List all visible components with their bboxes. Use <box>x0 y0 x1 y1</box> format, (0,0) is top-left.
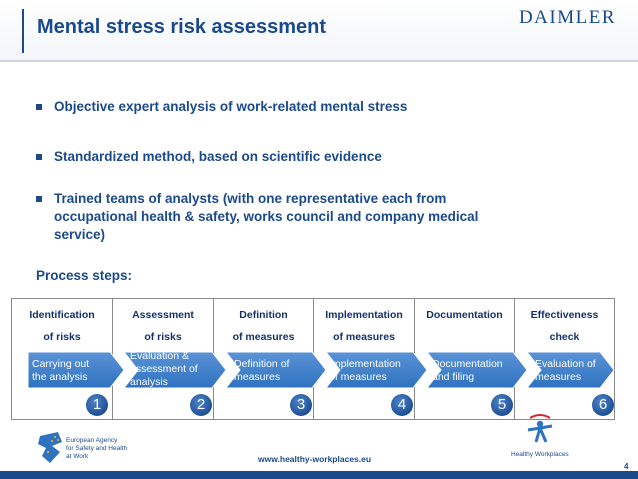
step-number: 2 <box>190 394 212 416</box>
bullet-text: Standardized method, based on scientific evidence <box>54 149 382 164</box>
step-subtitle: check <box>549 331 580 343</box>
bullet-text: Objective expert analysis of work-related mental stress <box>54 99 408 114</box>
step-title: Documentation <box>426 309 503 321</box>
step-subtitle: of risks <box>43 331 81 343</box>
square-bullet-icon <box>36 104 42 110</box>
slide-title: Mental stress risk assessment <box>37 16 327 38</box>
step-number: 3 <box>290 394 312 416</box>
step-description: Documentation and filing <box>432 358 503 383</box>
website-link[interactable]: www.healthy-workplaces.eu <box>258 454 372 464</box>
page-number: 4 <box>624 462 629 471</box>
step-description: Implementation of measures <box>329 358 401 383</box>
step-subtitle: of risks <box>144 331 182 343</box>
step-title: Identification <box>29 309 95 321</box>
brand-logo: DAIMLER <box>518 7 616 28</box>
step-number: 5 <box>491 394 513 416</box>
campaign-name: Healthy Workplaces <box>511 451 569 458</box>
step-subtitle: of measures <box>232 331 295 343</box>
step-title: Effectiveness <box>530 309 599 321</box>
step-title: Definition <box>239 309 288 321</box>
step-number: 6 <box>592 394 614 416</box>
agency-name: European Agency for Safety and Health at Work <box>66 437 128 460</box>
footer-bar <box>0 471 638 479</box>
header-divider <box>0 60 638 62</box>
healthy-workplaces-logo <box>520 412 560 448</box>
step-description: Evaluation of measures <box>535 358 596 383</box>
process-steps-label: Process steps: <box>36 268 133 283</box>
title-accent-bar <box>22 9 24 53</box>
step-description: Carrying out the analysis <box>32 358 90 383</box>
eu-osha-logo <box>38 432 64 464</box>
step-description: Evaluation & assessment of analysis <box>130 350 198 388</box>
step-description: Definition of measures <box>234 358 290 383</box>
step-title: Implementation <box>325 309 403 321</box>
step-number: 4 <box>391 394 413 416</box>
step-number: 1 <box>86 394 108 416</box>
step-title: Assessment <box>132 309 194 321</box>
square-bullet-icon <box>36 196 42 202</box>
bullet-text: Trained teams of analysts (with one representative each from occupational health & safety, works council and company medical service) <box>54 191 479 242</box>
square-bullet-icon <box>36 154 42 160</box>
step-subtitle: of measures <box>333 331 395 343</box>
